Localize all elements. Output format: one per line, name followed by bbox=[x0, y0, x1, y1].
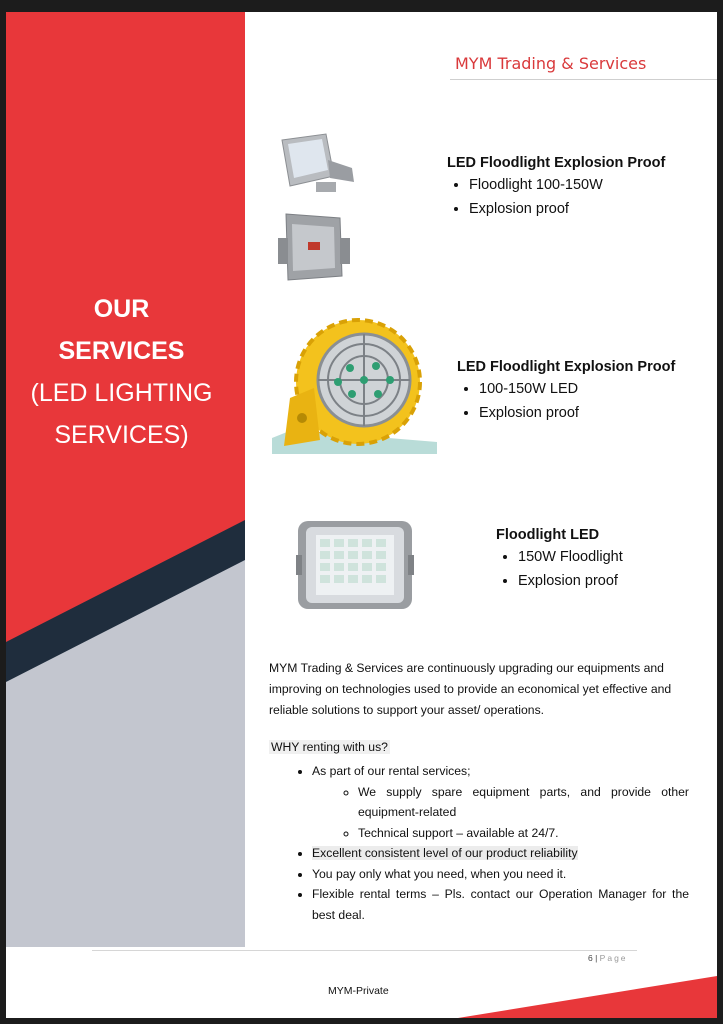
why-item-1-text: As part of our rental services; bbox=[312, 764, 471, 778]
page-label: Page bbox=[599, 953, 628, 963]
why-sub-item-2: ◦ Technical support – available at 24/7. bbox=[358, 823, 689, 844]
document-page bbox=[6, 12, 717, 1018]
why-item-3: • You pay only what you need, when you need it. bbox=[312, 864, 689, 885]
why-item-4: • Flexible rental terms – Pls. contact our Operation Manager for the best deal. bbox=[312, 884, 689, 925]
product-2-feature: • Explosion proof bbox=[479, 401, 675, 425]
banner-line-2: SERVICES bbox=[58, 337, 185, 365]
intro-paragraph: MYM Trading & Services are continuously upgrading our equipments and improving on technologies used to provide an economical yet effective and reliable solutions to support your asset/ operations. bbox=[269, 661, 672, 717]
header-company-name: MYM Trading & Services bbox=[455, 54, 647, 73]
product-2-feature: • 100-150W LED bbox=[479, 377, 675, 401]
page-number-value: 6 | bbox=[588, 953, 598, 963]
classification-label: MYM-Private bbox=[328, 985, 389, 997]
product-3-feature: • Explosion proof bbox=[518, 569, 623, 593]
why-sub-item-1: ◦ We supply spare equipment parts, and provide other equipment-related bbox=[358, 782, 689, 823]
why-item-2-text: Excellent consistent level of our product reliability bbox=[312, 846, 578, 860]
why-heading: WHY renting with us? bbox=[271, 740, 388, 754]
product-3-title: Floodlight LED bbox=[496, 527, 600, 543]
product-1-feature: • Explosion proof bbox=[469, 197, 665, 221]
product-2-title: LED Floodlight Explosion Proof bbox=[457, 359, 676, 375]
banner-line-3: (LED LIGHTING bbox=[30, 379, 213, 407]
product-3-feature: • 150W Floodlight bbox=[518, 545, 623, 569]
product-1-title: LED Floodlight Explosion Proof bbox=[447, 155, 666, 171]
footer-accent bbox=[6, 12, 717, 1018]
footer-red-wedge bbox=[458, 976, 717, 1018]
banner-line-1: OUR bbox=[93, 295, 150, 323]
banner-line-4: SERVICES) bbox=[54, 421, 189, 449]
product-1-feature: • Floodlight 100-150W bbox=[469, 173, 665, 197]
